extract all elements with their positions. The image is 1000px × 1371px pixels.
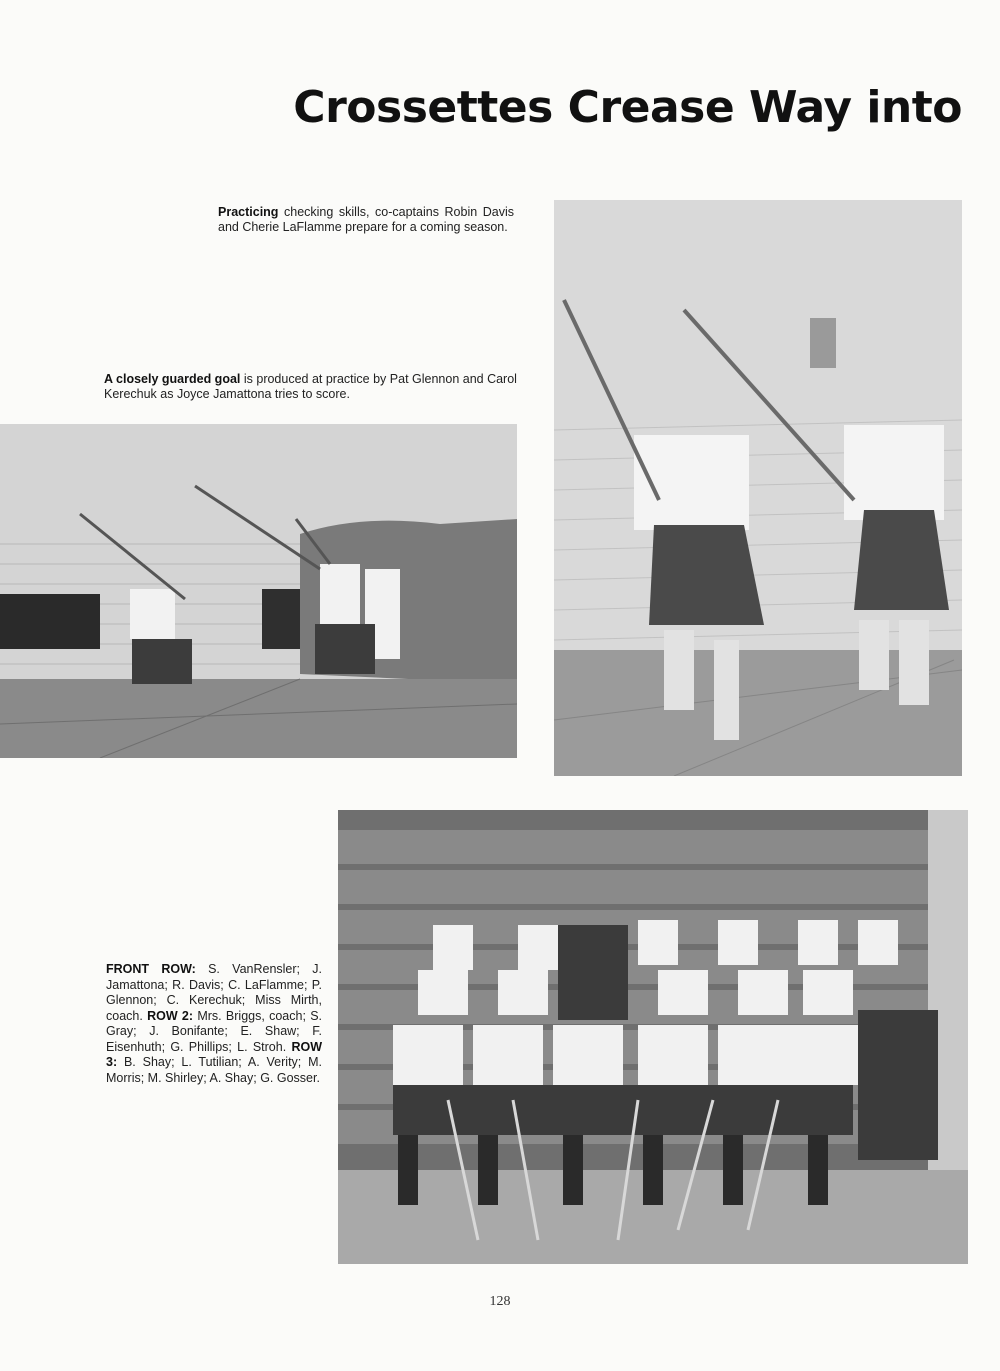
roster-front-row: S. VanRensler; J. Jamattona; R. Davis; C. LaFlamme; P. Glennon; C. Kerechuk; Miss Mirth, coach. xyxy=(106,962,323,1023)
caption-practicing xyxy=(218,205,514,235)
caption-goal-text: is produced at practice by Pat Glennon and Carol Kerechuk as Joyce Jamattona tries to score. xyxy=(104,372,517,401)
photo-team-group-image xyxy=(338,810,968,1264)
photo-co-captains-image xyxy=(554,200,962,776)
caption-practicing-lead: Practicing xyxy=(218,205,279,219)
caption-roster xyxy=(106,962,322,1086)
roster-row3: B. Shay; L. Tutilian; A. Verity; M. Morris; M. Shirley; A. Shay; G. Gosser. xyxy=(106,1055,322,1085)
roster-row3-label: ROW 3: xyxy=(106,1039,322,1069)
photo-guarded-goal xyxy=(0,424,517,758)
caption-goal-lead: A closely guarded goal xyxy=(104,372,241,386)
roster-front-row-label: FRONT ROW: xyxy=(106,962,196,976)
caption-goal xyxy=(104,372,524,402)
roster-row2-label: ROW 2: xyxy=(147,1008,194,1023)
page-number: 128 xyxy=(489,1294,511,1309)
photo-co-captains-practicing xyxy=(554,200,962,776)
photo-team-group xyxy=(338,810,968,1264)
caption-practicing-text: checking skills, co-captains Robin Davis and Cherie LaFlamme prepare for a coming season. xyxy=(218,205,514,234)
page-headline: Crossettes Crease Way into xyxy=(293,82,962,133)
photo-guarded-goal-image xyxy=(0,424,517,758)
roster-row2: Mrs. Briggs, coach; S. Gray; J. Bonifante; E. Shaw; F. Eisenhuth; G. Phillips; L. Stroh. xyxy=(106,1008,323,1054)
